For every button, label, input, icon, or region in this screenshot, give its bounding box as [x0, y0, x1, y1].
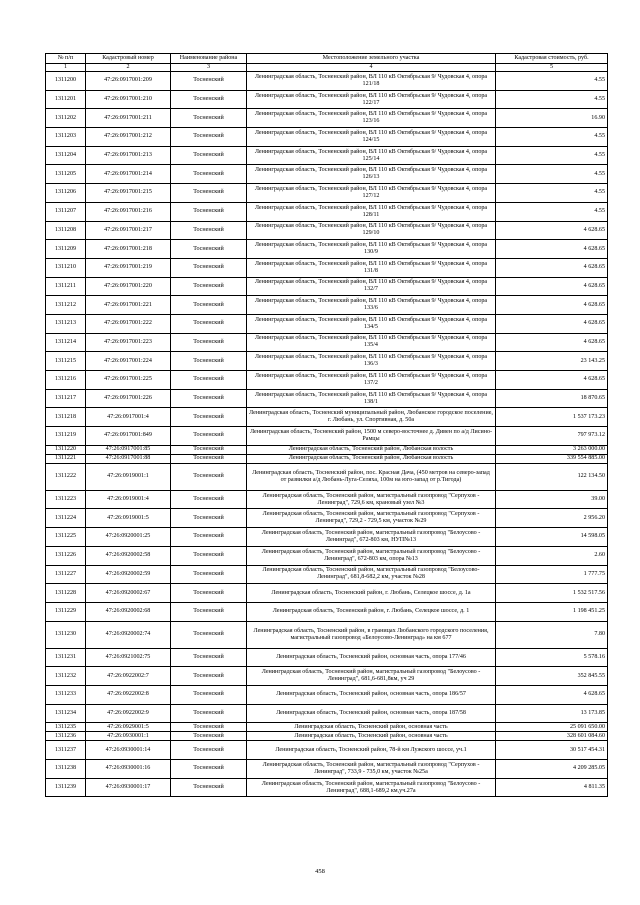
- district-cell: Тосненский: [171, 732, 247, 741]
- cadastral-number-cell: 47:26:0917001:226: [86, 389, 171, 408]
- location-cell: Ленинградская область, Тосненский район, ВЛ 110 кВ Октябрьская 9/ Чудовская 4, опора 134/5: [247, 314, 496, 333]
- table-row: [46, 463, 608, 490]
- district-cell: Тосненский: [171, 389, 247, 408]
- row-number-cell: 1311236: [46, 732, 86, 741]
- row-number-cell: 1311231: [46, 648, 86, 667]
- cadastral-value-cell: 4.55: [496, 165, 608, 184]
- cadastral-number-cell: 47:26:0917001:217: [86, 221, 171, 240]
- location-cell: Ленинградская область, Тосненский район, 1500 м северо-восточнее д. Дивен по а/д Лисино-Рамцы: [247, 427, 496, 446]
- cadastral-value-cell: 2 956.20: [496, 509, 608, 528]
- cadastral-number-cell: 47:26:0917001:224: [86, 352, 171, 371]
- table-row: [46, 723, 608, 732]
- row-number-cell: 1311220: [46, 445, 86, 454]
- cadastral-number-cell: 47:26:0917001:212: [86, 128, 171, 147]
- cadastral-number-cell: 47:26:0917001:88: [86, 454, 171, 463]
- row-number-cell: 1311230: [46, 621, 86, 648]
- cadastral-value-cell: 4 628.65: [496, 258, 608, 277]
- cadastral-value-cell: 7.80: [496, 621, 608, 648]
- district-cell: Тосненский: [171, 667, 247, 686]
- cadastral-value-cell: 4 628.65: [496, 296, 608, 315]
- location-cell: Ленинградская область, Тосненский район, магистральный газопровод "Белоусово - Ленинград", 672-803 км, НУП№13: [247, 528, 496, 547]
- cadastral-number-cell: 47:26:0922002:7: [86, 667, 171, 686]
- table-row: [46, 685, 608, 704]
- cadastral-number-cell: 47:26:0930001:14: [86, 741, 171, 760]
- table-row: [46, 389, 608, 408]
- district-cell: Тосненский: [171, 109, 247, 128]
- row-number-cell: 1311208: [46, 221, 86, 240]
- cadastral-number-cell: 47:26:0920001:25: [86, 528, 171, 547]
- cadastral-number-cell: 47:26:0917001:221: [86, 296, 171, 315]
- row-number-cell: 1311238: [46, 760, 86, 779]
- district-cell: Тосненский: [171, 546, 247, 565]
- row-number-cell: 1311225: [46, 528, 86, 547]
- district-cell: Тосненский: [171, 760, 247, 779]
- district-cell: Тосненский: [171, 128, 247, 147]
- location-cell: Ленинградская область, Тосненский район, пос. Красная Дача, (450 метров на северо-запад от развилки а/д Любань-Луга-Селяха, 100м на юго-запад от р.Тигода): [247, 463, 496, 490]
- row-number-cell: 1311229: [46, 602, 86, 621]
- location-cell: Ленинградская область, Тосненский район, Любанская волость: [247, 445, 496, 454]
- row-number-cell: 1311214: [46, 333, 86, 352]
- location-cell: Ленинградская область, Тосненский район, основная часть, опора 187/58: [247, 704, 496, 723]
- cadastral-value-cell: 1 537 173.23: [496, 408, 608, 427]
- cadastral-value-cell: 16.90: [496, 109, 608, 128]
- table-row: [46, 565, 608, 584]
- cadastral-value-cell: 1 532 517.56: [496, 584, 608, 603]
- cadastral-number-cell: 47:26:0917001:219: [86, 258, 171, 277]
- cadastral-value-cell: 352 845.55: [496, 667, 608, 686]
- cadastral-number-cell: 47:26:0922002:8: [86, 685, 171, 704]
- location-cell: Ленинградская область, Тосненский район, г. Любань, Селецкое шоссе, д. 1а: [247, 584, 496, 603]
- district-cell: Тосненский: [171, 258, 247, 277]
- table-row: [46, 732, 608, 741]
- row-number-cell: 1311219: [46, 427, 86, 446]
- table-row: [46, 296, 608, 315]
- cadastral-number-cell: 47:26:0917001:210: [86, 90, 171, 109]
- cadastral-number-cell: 47:26:0930001:17: [86, 778, 171, 797]
- cadastral-number-cell: 47:26:0917001:220: [86, 277, 171, 296]
- row-number-cell: 1311205: [46, 165, 86, 184]
- location-cell: Ленинградская область, Тосненский район, основная часть: [247, 723, 496, 732]
- location-cell: Ленинградская область, Тосненский район, 78-й км Лужского шоссе, уч.1: [247, 741, 496, 760]
- header-cadastral-number: Кадастровый номер: [86, 54, 171, 64]
- district-cell: Тосненский: [171, 314, 247, 333]
- cadastral-value-cell: 797 973.12: [496, 427, 608, 446]
- location-cell: Ленинградская область, Тосненский район, ВЛ 110 кВ Октябрьская 9/ Чудовская 4, опора 130/9: [247, 240, 496, 259]
- cadastral-value-cell: 1 198 451.25: [496, 602, 608, 621]
- table-row: [46, 454, 608, 463]
- district-cell: Тосненский: [171, 778, 247, 797]
- cadastral-value-cell: 4.55: [496, 202, 608, 221]
- district-cell: Тосненский: [171, 165, 247, 184]
- cadastral-value-cell: 328 601 084.60: [496, 732, 608, 741]
- row-number-cell: 1311201: [46, 90, 86, 109]
- table-row: [46, 648, 608, 667]
- table-row: [46, 778, 608, 797]
- table-row: [46, 352, 608, 371]
- row-number-cell: 1311234: [46, 704, 86, 723]
- cadastral-value-cell: 4.55: [496, 128, 608, 147]
- row-number-cell: 1311203: [46, 128, 86, 147]
- cadastral-value-table-sheet: [45, 53, 607, 797]
- district-cell: Тосненский: [171, 509, 247, 528]
- row-number-cell: 1311221: [46, 454, 86, 463]
- location-cell: Ленинградская область, Тосненский район, ВЛ 110 кВ Октябрьская 9/ Чудовская 4, опора 135/4: [247, 333, 496, 352]
- row-number-cell: 1311206: [46, 184, 86, 203]
- district-cell: Тосненский: [171, 72, 247, 91]
- location-cell: Ленинградская область, Тосненский район, ВЛ 110 кВ Октябрьская 9/ Чудовская 4, опора 122/17: [247, 90, 496, 109]
- row-number-cell: 1311209: [46, 240, 86, 259]
- district-cell: Тосненский: [171, 333, 247, 352]
- location-cell: Ленинградская область, Тосненский район, магистральный газопровод "Серпухов - Ленинград", 729,2 - 729,5 км, участок №29: [247, 509, 496, 528]
- location-cell: Ленинградская область, Тосненский район, магистральный газопровод "Белоусово - Ленинград", 672-803 км, опора №13: [247, 546, 496, 565]
- table-row: [46, 165, 608, 184]
- cadastral-number-cell: 47:26:0919001:5: [86, 509, 171, 528]
- location-cell: Ленинградская область, Тосненский район, магистральный газопровод "Белоусово - Ленинград", 688,1-689,2 км,уч.27а: [247, 778, 496, 797]
- location-cell: Ленинградская область, Тосненский район, магистральный газопровод "Белоусово - Ленинград", 681,6-681,8км, уч 29: [247, 667, 496, 686]
- table-row: [46, 509, 608, 528]
- location-cell: Ленинградская область, Тосненский район, магистральный газопровод "Белоусово-Ленинград", 681,8-682,2 км, участок №28: [247, 565, 496, 584]
- district-cell: Тосненский: [171, 90, 247, 109]
- cadastral-value-cell: 4 628.65: [496, 314, 608, 333]
- table-row: [46, 704, 608, 723]
- table-row: [46, 202, 608, 221]
- row-number-cell: 1311223: [46, 490, 86, 509]
- row-number-cell: 1311228: [46, 584, 86, 603]
- cadastral-number-cell: 47:26:0917001:216: [86, 202, 171, 221]
- page-number: 458: [315, 868, 325, 875]
- cadastral-value-cell: 4 628.65: [496, 240, 608, 259]
- row-number-cell: 1311218: [46, 408, 86, 427]
- row-number-cell: 1311227: [46, 565, 86, 584]
- district-cell: Тосненский: [171, 584, 247, 603]
- cadastral-value-cell: 4.55: [496, 90, 608, 109]
- row-number-cell: 1311239: [46, 778, 86, 797]
- cadastral-value-cell: 14 598.05: [496, 528, 608, 547]
- district-cell: Тосненский: [171, 371, 247, 390]
- column-number-4: 4: [247, 64, 496, 72]
- location-cell: Ленинградская область, Тосненский район, магистральный газопровод "Серпухов - Ленинград", 729,6 км, крановый узел №3: [247, 490, 496, 509]
- location-cell: Ленинградская область, Тосненский район, основная часть, опора 177/46: [247, 648, 496, 667]
- location-cell: Ленинградская область, Тосненский район, ВЛ 110 кВ Октябрьская 9/ Чудовская 4, опора 138/1: [247, 389, 496, 408]
- district-cell: Тосненский: [171, 445, 247, 454]
- table-row: [46, 72, 608, 91]
- cadastral-number-cell: 47:26:0917001:209: [86, 72, 171, 91]
- cadastral-number-cell: 47:26:0917001:222: [86, 314, 171, 333]
- location-cell: Ленинградская область, Тосненский район, ВЛ 110 кВ Октябрьская 9/ Чудовская 4, опора 121/18: [247, 72, 496, 91]
- cadastral-value-cell: 4 628.65: [496, 277, 608, 296]
- cadastral-number-cell: 47:26:0919001:4: [86, 490, 171, 509]
- cadastral-number-cell: 47:26:0917001:218: [86, 240, 171, 259]
- table-row: [46, 109, 608, 128]
- district-cell: Тосненский: [171, 202, 247, 221]
- cadastral-value-cell: 4 209 285.05: [496, 760, 608, 779]
- row-number-cell: 1311222: [46, 463, 86, 490]
- cadastral-number-cell: 47:26:0917001:225: [86, 371, 171, 390]
- table-row: [46, 146, 608, 165]
- cadastral-value-cell: 122 134.50: [496, 463, 608, 490]
- district-cell: Тосненский: [171, 648, 247, 667]
- cadastral-value-cell: 4.55: [496, 146, 608, 165]
- cadastral-number-cell: 47:26:0930001:16: [86, 760, 171, 779]
- table-header: [46, 54, 608, 72]
- cadastral-number-cell: 47:26:0920002:67: [86, 584, 171, 603]
- cadastral-number-cell: 47:26:0930001:1: [86, 732, 171, 741]
- table-row: [46, 760, 608, 779]
- table-row: [46, 333, 608, 352]
- header-cadastral-value: Кадастровая стоимость, руб.: [496, 54, 608, 64]
- cadastral-value-cell: 1 777.75: [496, 565, 608, 584]
- district-cell: Тосненский: [171, 685, 247, 704]
- row-number-cell: 1311212: [46, 296, 86, 315]
- location-cell: Ленинградская область, Тосненский район, в границах Любанского городского поселения, магистральный газопровод «Белоусово-Ленинград» на км 677: [247, 621, 496, 648]
- district-cell: Тосненский: [171, 741, 247, 760]
- location-cell: Ленинградская область, Тосненский район, Любанская волость: [247, 454, 496, 463]
- cadastral-number-cell: 47:26:0920002:74: [86, 621, 171, 648]
- location-cell: Ленинградская область, Тосненский район, основная часть: [247, 732, 496, 741]
- location-cell: Ленинградская область, Тосненский район, ВЛ 110 кВ Октябрьская 9/ Чудовская 4, опора 124/15: [247, 128, 496, 147]
- location-cell: Ленинградская область, Тосненский район, ВЛ 110 кВ Октябрьская 9/ Чудовская 4, опора 123/16: [247, 109, 496, 128]
- cadastral-value-cell: 4 628.65: [496, 371, 608, 390]
- district-cell: Тосненский: [171, 408, 247, 427]
- location-cell: Ленинградская область, Тосненский район, ВЛ 110 кВ Октябрьская 9/ Чудовская 4, опора 137/2: [247, 371, 496, 390]
- cadastral-value-cell: 3 263 000.00: [496, 445, 608, 454]
- district-cell: Тосненский: [171, 463, 247, 490]
- table-row: [46, 445, 608, 454]
- header-row-number: № п/п: [46, 54, 86, 64]
- table-row: [46, 277, 608, 296]
- cadastral-number-cell: 47:26:0917001:211: [86, 109, 171, 128]
- cadastral-value-cell: 18 870.65: [496, 389, 608, 408]
- table-row: [46, 240, 608, 259]
- table-row: [46, 584, 608, 603]
- table-row: [46, 490, 608, 509]
- cadastral-number-cell: 47:26:0919001:1: [86, 463, 171, 490]
- cadastral-value-cell: 4 628.65: [496, 685, 608, 704]
- district-cell: Тосненский: [171, 454, 247, 463]
- cadastral-number-cell: 47:26:0917001:85: [86, 445, 171, 454]
- row-number-cell: 1311232: [46, 667, 86, 686]
- column-number-3: 3: [171, 64, 247, 72]
- row-number-cell: 1311202: [46, 109, 86, 128]
- row-number-cell: 1311237: [46, 741, 86, 760]
- cadastral-number-cell: 47:26:0917001:223: [86, 333, 171, 352]
- district-cell: Тосненский: [171, 621, 247, 648]
- location-cell: Ленинградская область, Тосненский район, ВЛ 110 кВ Октябрьская 9/ Чудовская 4, опора 126/13: [247, 165, 496, 184]
- table-row: [46, 602, 608, 621]
- row-number-cell: 1311210: [46, 258, 86, 277]
- row-number-cell: 1311216: [46, 371, 86, 390]
- cadastral-value-cell: 39.00: [496, 490, 608, 509]
- cadastral-value-cell: 25 091 650.00: [496, 723, 608, 732]
- district-cell: Тосненский: [171, 221, 247, 240]
- district-cell: Тосненский: [171, 528, 247, 547]
- cadastral-number-cell: 47:26:0917001:213: [86, 146, 171, 165]
- cadastral-value-cell: 4 811.35: [496, 778, 608, 797]
- table-row: [46, 546, 608, 565]
- table-row: [46, 371, 608, 390]
- column-number-5: 5: [496, 64, 608, 72]
- cadastral-number-cell: 47:26:0922002:9: [86, 704, 171, 723]
- cadastral-value-cell: 13 173.85: [496, 704, 608, 723]
- location-cell: Ленинградская область, Тосненский район, основная часть, опора 186/57: [247, 685, 496, 704]
- row-number-cell: 1311226: [46, 546, 86, 565]
- row-number-cell: 1311207: [46, 202, 86, 221]
- district-cell: Тосненский: [171, 704, 247, 723]
- table-row: [46, 621, 608, 648]
- location-cell: Ленинградская область, Тосненский район, ВЛ 110 кВ Октябрьская 9/ Чудовская 4, опора 129/10: [247, 221, 496, 240]
- column-number-2: 2: [86, 64, 171, 72]
- location-cell: Ленинградская область, Тосненский район, ВЛ 110 кВ Октябрьская 9/ Чудовская 4, опора 133/6: [247, 296, 496, 315]
- district-cell: Тосненский: [171, 565, 247, 584]
- table-row: [46, 314, 608, 333]
- cadastral-value-table: [45, 53, 608, 797]
- table-row: [46, 184, 608, 203]
- table-row: [46, 427, 608, 446]
- table-row: [46, 221, 608, 240]
- cadastral-value-cell: 339 554 885.00: [496, 454, 608, 463]
- row-number-cell: 1311217: [46, 389, 86, 408]
- cadastral-value-cell: 4.55: [496, 72, 608, 91]
- cadastral-number-cell: 47:26:0921002:75: [86, 648, 171, 667]
- cadastral-value-cell: 4.55: [496, 184, 608, 203]
- location-cell: Ленинградская область, Тосненский район, ВЛ 110 кВ Октябрьская 9/ Чудовская 4, опора 131/8: [247, 258, 496, 277]
- cadastral-number-cell: 47:26:0917001:4: [86, 408, 171, 427]
- location-cell: Ленинградская область, Тосненский район, ВЛ 110 кВ Октябрьская 9/ Чудовская 4, опора 128/11: [247, 202, 496, 221]
- table-row: [46, 128, 608, 147]
- header-district: Наименование района: [171, 54, 247, 64]
- table-row: [46, 408, 608, 427]
- location-cell: Ленинградская область, Тосненский муниципальный район, Любанское городское поселение, г. Любань, ул. Спортивная, д. 50а: [247, 408, 496, 427]
- table-body: [46, 72, 608, 797]
- cadastral-value-cell: 2.60: [496, 546, 608, 565]
- cadastral-number-cell: 47:26:0920002:59: [86, 565, 171, 584]
- district-cell: Тосненский: [171, 240, 247, 259]
- cadastral-number-cell: 47:26:0917001:849: [86, 427, 171, 446]
- cadastral-value-cell: 4 628.65: [496, 333, 608, 352]
- location-cell: Ленинградская область, Тосненский район, ВЛ 110 кВ Октябрьская 9/ Чудовская 4, опора 127/12: [247, 184, 496, 203]
- location-cell: Ленинградская область, Тосненский район, магистральный газопровод "Серпухов - Ленинград", 733,9 - 735,0 км, участок №25а: [247, 760, 496, 779]
- location-cell: Ленинградская область, Тосненский район, г. Любань, Селецкое шоссе, д. 1: [247, 602, 496, 621]
- district-cell: Тосненский: [171, 427, 247, 446]
- row-number-cell: 1311235: [46, 723, 86, 732]
- location-cell: Ленинградская область, Тосненский район, ВЛ 110 кВ Октябрьская 9/ Чудовская 4, опора 132/7: [247, 277, 496, 296]
- table-row: [46, 528, 608, 547]
- cadastral-value-cell: 4 628.65: [496, 221, 608, 240]
- row-number-cell: 1311215: [46, 352, 86, 371]
- table-row: [46, 90, 608, 109]
- row-number-cell: 1311200: [46, 72, 86, 91]
- row-number-cell: 1311233: [46, 685, 86, 704]
- cadastral-number-cell: 47:26:0920002:58: [86, 546, 171, 565]
- cadastral-number-cell: 47:26:0920002:68: [86, 602, 171, 621]
- header-location: Местоположение земельного участка: [247, 54, 496, 64]
- cadastral-value-cell: 23 143.25: [496, 352, 608, 371]
- row-number-cell: 1311211: [46, 277, 86, 296]
- district-cell: Тосненский: [171, 490, 247, 509]
- table-row: [46, 667, 608, 686]
- district-cell: Тосненский: [171, 723, 247, 732]
- row-number-cell: 1311213: [46, 314, 86, 333]
- cadastral-number-cell: 47:26:0929001:5: [86, 723, 171, 732]
- district-cell: Тосненский: [171, 184, 247, 203]
- district-cell: Тосненский: [171, 296, 247, 315]
- cadastral-value-cell: 5 578.16: [496, 648, 608, 667]
- district-cell: Тосненский: [171, 352, 247, 371]
- location-cell: Ленинградская область, Тосненский район, ВЛ 110 кВ Октябрьская 9/ Чудовская 4, опора 136/3: [247, 352, 496, 371]
- district-cell: Тосненский: [171, 602, 247, 621]
- row-number-cell: 1311224: [46, 509, 86, 528]
- district-cell: Тосненский: [171, 277, 247, 296]
- cadastral-number-cell: 47:26:0917001:215: [86, 184, 171, 203]
- column-number-1: 1: [46, 64, 86, 72]
- location-cell: Ленинградская область, Тосненский район, ВЛ 110 кВ Октябрьская 9/ Чудовская 4, опора 125/14: [247, 146, 496, 165]
- table-row: [46, 741, 608, 760]
- cadastral-value-cell: 30 517 454.31: [496, 741, 608, 760]
- table-row: [46, 258, 608, 277]
- row-number-cell: 1311204: [46, 146, 86, 165]
- cadastral-number-cell: 47:26:0917001:214: [86, 165, 171, 184]
- district-cell: Тосненский: [171, 146, 247, 165]
